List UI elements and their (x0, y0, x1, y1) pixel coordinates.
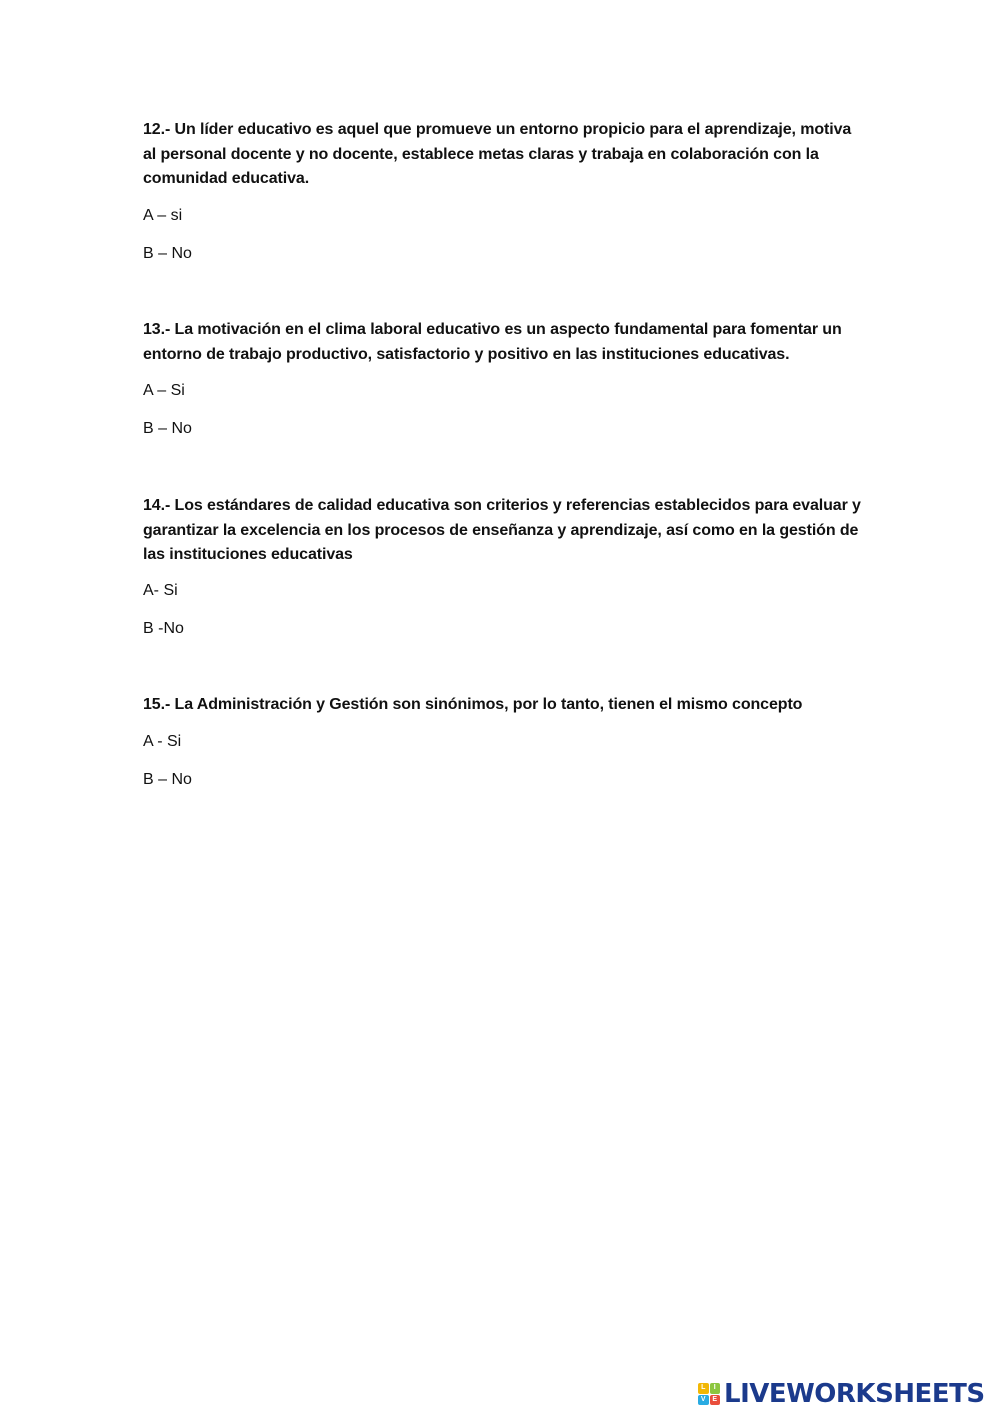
liveworksheets-brand[interactable] (698, 1377, 985, 1411)
question-14-option-b[interactable]: B -No (143, 620, 184, 637)
question-12-option-b[interactable]: B – No (143, 245, 192, 262)
liveworksheets-logo-icon (698, 1383, 720, 1405)
logo-tile-v: V (698, 1395, 709, 1406)
logo-tile-l: L (698, 1383, 709, 1394)
logo-tile-e: E (710, 1395, 721, 1406)
question-13-option-a[interactable]: A – Si (143, 382, 185, 399)
question-13-text: 13.- La motivación en el clima laboral educativo es un aspecto fundamental para fomentar un entorno de trabajo productivo, satisfactorio y positivo en las instituciones educativas. (143, 321, 842, 363)
logo-tile-i: I (710, 1383, 721, 1394)
question-14-text: 14.- Los estándares de calidad educativa son criterios y referencias establecidos para evaluar y garantizar la excelencia en los procesos de enseñanza y aprendizaje, así como en la gestión de las instituciones educativas (143, 497, 861, 563)
question-12-option-a[interactable]: A – si (143, 207, 183, 224)
question-15-option-a[interactable]: A - Si (143, 733, 182, 750)
question-15-option-b[interactable]: B – No (143, 771, 192, 788)
brand-name: LIVEWORKSHEETS (724, 1379, 985, 1409)
question-12-text: 12.- Un líder educativo es aquel que promueve un entorno propicio para el aprendizaje, motiva al personal docente y no docente, establece metas claras y trabaja en colaboración con la comunidad educativa. (143, 121, 852, 187)
question-15-text: 15.- La Administración y Gestión son sinónimos, por lo tanto, tienen el mismo concepto (143, 696, 803, 713)
question-14-option-a[interactable]: A- Si (143, 582, 178, 599)
question-13-option-b[interactable]: B – No (143, 420, 192, 437)
